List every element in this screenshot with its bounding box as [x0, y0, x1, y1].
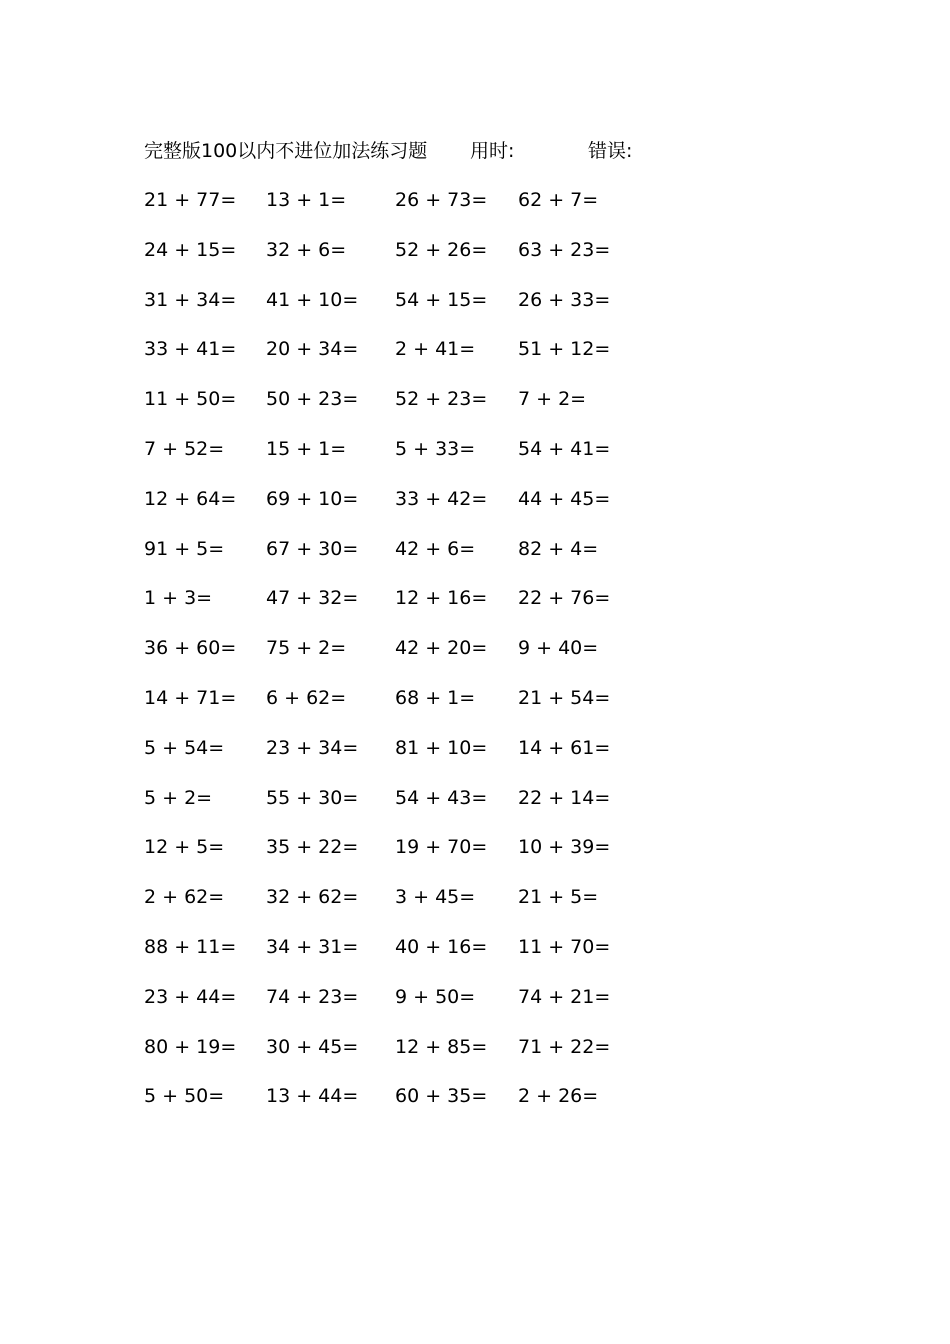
addition-problem: 2 + 62=: [144, 886, 225, 909]
addition-problem: 9 + 40=: [518, 637, 599, 660]
addition-problem: 40 + 16=: [395, 935, 488, 958]
addition-problem: 33 + 42=: [395, 487, 488, 510]
addition-problem: 67 + 30=: [266, 537, 359, 560]
addition-problem: 23 + 34=: [266, 736, 359, 759]
addition-problem: 21 + 54=: [518, 686, 611, 709]
addition-problem: 14 + 71=: [144, 686, 237, 709]
addition-problem: 50 + 23=: [266, 388, 359, 411]
problem-row: [0, 1081, 950, 1131]
addition-problem: 81 + 10=: [395, 736, 488, 759]
addition-problem: 5 + 54=: [144, 736, 225, 759]
addition-problem: 69 + 10=: [266, 487, 359, 510]
addition-problem: 74 + 21=: [518, 985, 611, 1008]
addition-problem: 34 + 31=: [266, 935, 359, 958]
problem-grid: [0, 185, 950, 1131]
addition-problem: 10 + 39=: [518, 836, 611, 859]
addition-problem: 54 + 15=: [395, 288, 488, 311]
problem-row: [0, 285, 950, 335]
addition-problem: 7 + 52=: [144, 437, 225, 460]
addition-problem: 62 + 7=: [518, 189, 599, 211]
addition-problem: 51 + 12=: [518, 338, 611, 361]
addition-problem: 23 + 44=: [144, 985, 237, 1008]
addition-problem: 44 + 45=: [518, 487, 611, 510]
addition-problem: 22 + 14=: [518, 786, 611, 809]
problem-row: [0, 534, 950, 584]
addition-problem: 12 + 16=: [395, 587, 488, 610]
addition-problem: 2 + 26=: [518, 1085, 599, 1108]
addition-problem: 22 + 76=: [518, 587, 611, 610]
addition-problem: 21 + 5=: [518, 886, 599, 909]
problem-row: [0, 185, 950, 235]
worksheet-header: [0, 136, 950, 166]
addition-problem: 75 + 2=: [266, 637, 347, 660]
problem-row: [0, 882, 950, 932]
addition-problem: 26 + 73=: [395, 189, 488, 211]
addition-problem: 33 + 41=: [144, 338, 237, 361]
problem-row: [0, 235, 950, 285]
addition-problem: 68 + 1=: [395, 686, 476, 709]
addition-problem: 74 + 23=: [266, 985, 359, 1008]
addition-problem: 31 + 34=: [144, 288, 237, 311]
addition-problem: 35 + 22=: [266, 836, 359, 859]
addition-problem: 60 + 35=: [395, 1085, 488, 1108]
addition-problem: 24 + 15=: [144, 238, 237, 261]
problem-row: [0, 484, 950, 534]
addition-problem: 5 + 2=: [144, 786, 213, 809]
addition-problem: 32 + 6=: [266, 238, 347, 261]
addition-problem: 12 + 64=: [144, 487, 237, 510]
addition-problem: 71 + 22=: [518, 1035, 611, 1058]
addition-problem: 36 + 60=: [144, 637, 237, 660]
addition-problem: 1 + 3=: [144, 587, 213, 610]
addition-problem: 13 + 1=: [266, 189, 347, 211]
addition-problem: 15 + 1=: [266, 437, 347, 460]
addition-problem: 3 + 45=: [395, 886, 476, 909]
addition-problem: 42 + 6=: [395, 537, 476, 560]
problem-row: [0, 683, 950, 733]
problem-row: [0, 733, 950, 783]
problem-row: [0, 384, 950, 434]
addition-problem: 11 + 50=: [144, 388, 237, 411]
addition-problem: 19 + 70=: [395, 836, 488, 859]
problem-row: [0, 832, 950, 882]
addition-problem: 30 + 45=: [266, 1035, 359, 1058]
addition-problem: 6 + 62=: [266, 686, 347, 709]
addition-problem: 2 + 41=: [395, 338, 476, 361]
addition-problem: 47 + 32=: [266, 587, 359, 610]
addition-problem: 12 + 5=: [144, 836, 225, 859]
addition-problem: 14 + 61=: [518, 736, 611, 759]
addition-problem: 42 + 20=: [395, 637, 488, 660]
addition-problem: 21 + 77=: [144, 189, 237, 211]
problem-row: [0, 434, 950, 484]
addition-problem: 54 + 43=: [395, 786, 488, 809]
addition-problem: 26 + 33=: [518, 288, 611, 311]
addition-problem: 20 + 34=: [266, 338, 359, 361]
addition-problem: 9 + 50=: [395, 985, 476, 1008]
problem-row: [0, 334, 950, 384]
problem-row: [0, 932, 950, 982]
addition-problem: 11 + 70=: [518, 935, 611, 958]
addition-problem: 88 + 11=: [144, 935, 237, 958]
addition-problem: 13 + 44=: [266, 1085, 359, 1108]
addition-problem: 55 + 30=: [266, 786, 359, 809]
addition-problem: 82 + 4=: [518, 537, 599, 560]
addition-problem: 12 + 85=: [395, 1035, 488, 1058]
problem-row: [0, 633, 950, 683]
addition-problem: 52 + 26=: [395, 238, 488, 261]
problem-row: [0, 1032, 950, 1082]
addition-problem: 5 + 33=: [395, 437, 476, 460]
errors-label: 错误:: [588, 140, 633, 162]
addition-problem: 52 + 23=: [395, 388, 488, 411]
problem-row: [0, 982, 950, 1032]
addition-problem: 80 + 19=: [144, 1035, 237, 1058]
problem-row: [0, 583, 950, 633]
addition-problem: 41 + 10=: [266, 288, 359, 311]
addition-problem: 7 + 2=: [518, 388, 587, 411]
worksheet-title: 完整版100以内不进位加法练习题: [144, 140, 428, 162]
addition-problem: 91 + 5=: [144, 537, 225, 560]
addition-problem: 32 + 62=: [266, 886, 359, 909]
addition-problem: 63 + 23=: [518, 238, 611, 261]
problem-row: [0, 783, 950, 833]
addition-problem: 5 + 50=: [144, 1085, 225, 1108]
addition-problem: 54 + 41=: [518, 437, 611, 460]
time-label: 用时:: [470, 140, 515, 162]
